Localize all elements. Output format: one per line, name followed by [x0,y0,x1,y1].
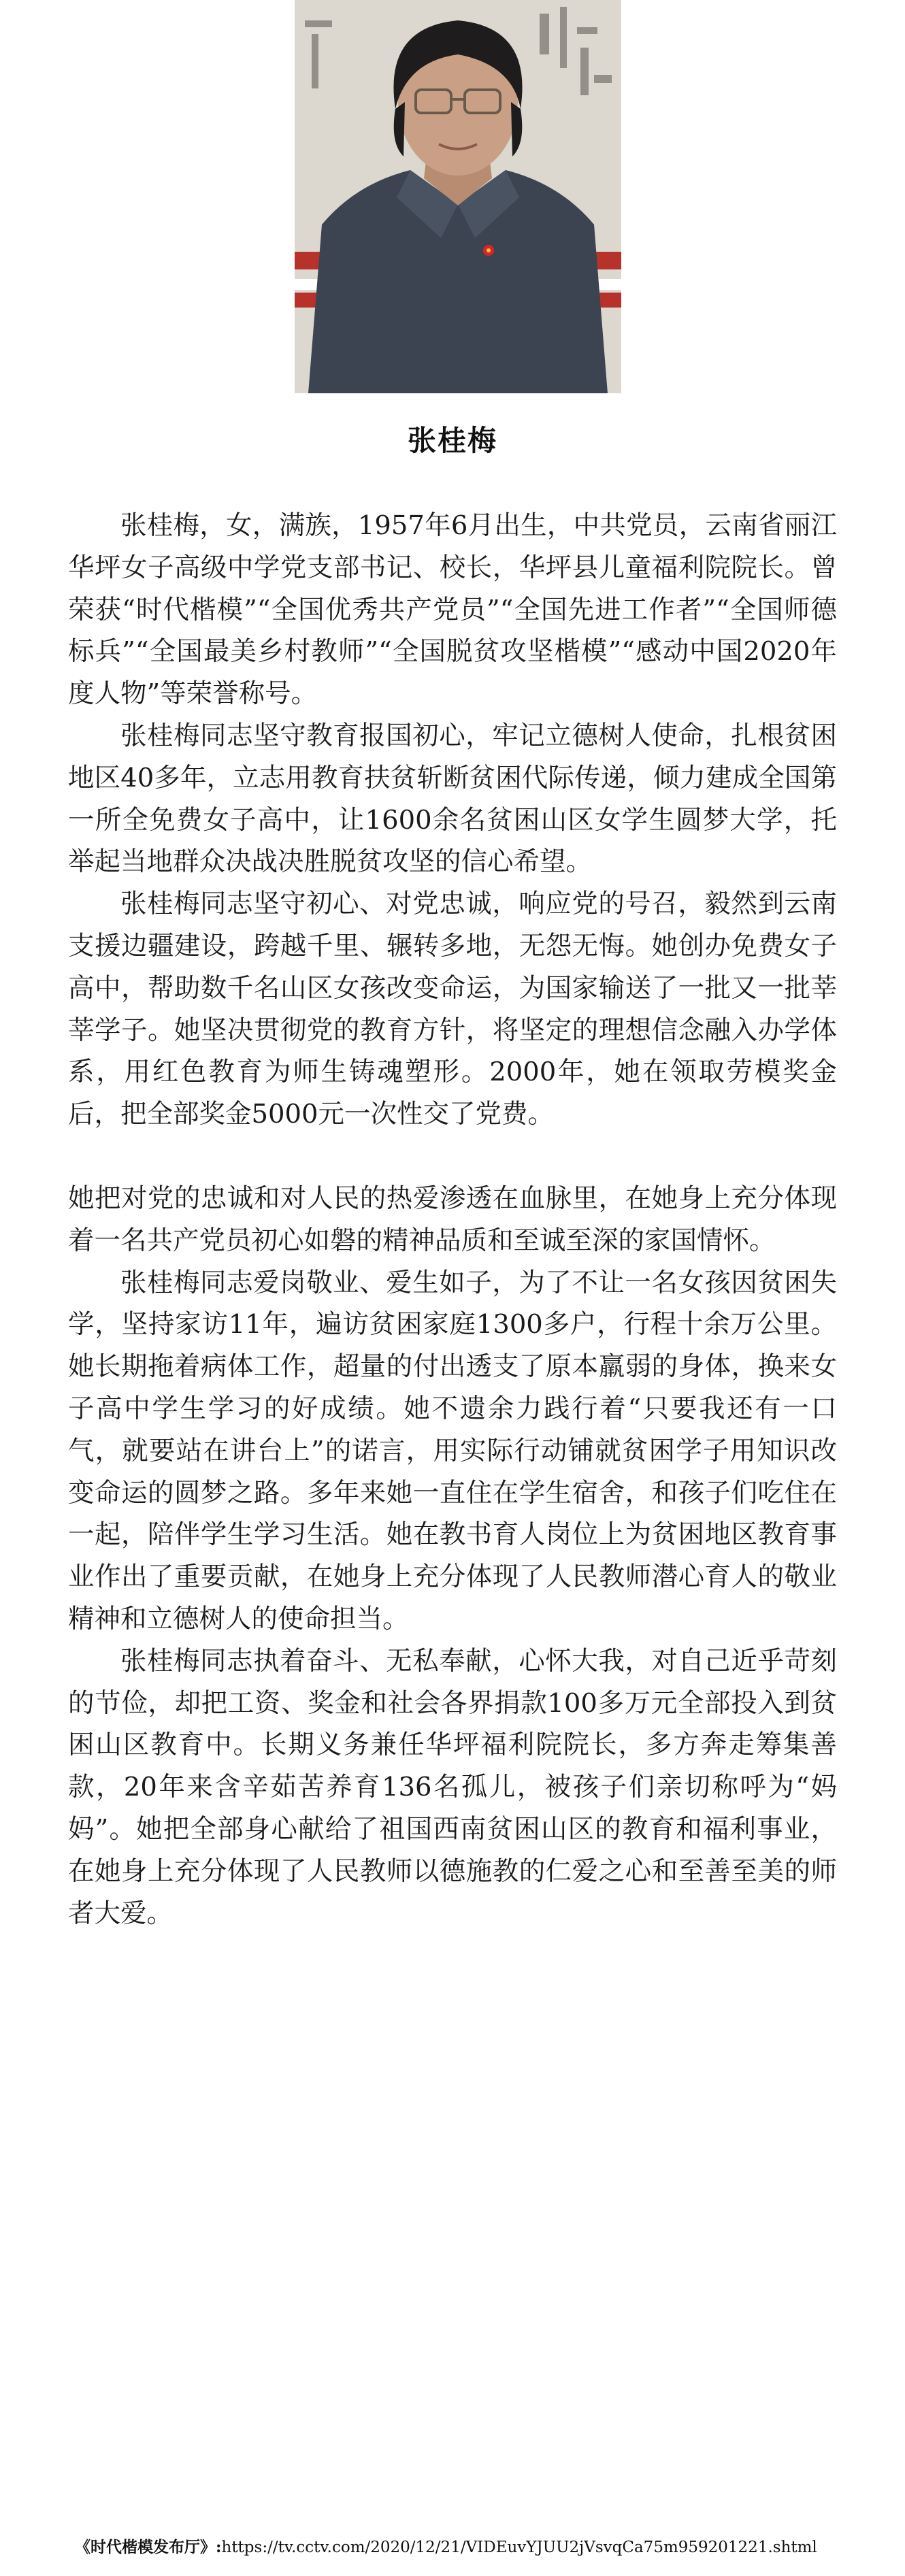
paragraph-dedication: 张桂梅同志爱岗敬业、爱生如子，为了不让一名女孩因贫困失学，坚持家访11年，遍访贫困家庭1300多户，行程十余万公里。她长期拖着病体工作，超量的付出透支了原本羸弱的身体，换来女子高中学生学习的好成绩。她不遗余力践行着“只要我还有一口气，就要站在讲台上”的诺言，用实际行动铺就贫困学子用知识改变命运的圆梦之路。多年来她一直住在学生宿舍，和孩子们吃住在一起，陪伴学生学习生活。她在教书育人岗位上为贫困地区教育事业作出了重要贡献，在她身上充分体现了人民教师潜心育人的敬业精神和立德树人的使命担当。 [68,1267,837,1634]
source-citation [75,2537,844,2558]
portrait-photo [295,0,621,393]
paragraph-devotion: 她把对党的忠诚和对人民的热爱渗透在血脉里，在她身上充分体现着一名共产党员初心如磐的精神品质和至诚至深的家国情怀。 [68,1183,837,1256]
article-body [68,505,837,1934]
paragraph-selfless: 张桂梅同志执着奋斗、无私奉献，心怀大我，对自己近乎苛刻的节俭，却把工资、奖金和社会各界捐款100多万元全部投入到贫困山区教育中。长期义务兼任华坪福利院院长，多方奔走筹集善款，20年来含辛茹苦养育136名孤儿，被孩子们亲切称呼为“妈妈”。她把全部身心献给了祖国西南贫困山区的教育和福利事业，在她身上充分体现了人民教师以德施教的仁爱之心和至善至美的师者大爱。 [68,1645,837,1929]
paragraph-party-loyalty: 张桂梅同志坚守初心、对党忠诚，响应党的号召，毅然到云南支援边疆建设，跨越千里、辗转多地，无怨无悔。她创办免费女子高中，帮助数千名山区女孩改变命运，为国家输送了一批又一批莘莘学子。她坚决贯彻党的教育方针，将坚定的理想信念融入办学体系，用红色教育为师生铸魂塑形。2000年，她在领取劳模奖金后，把全部奖金5000元一次性交了党费。 [68,889,837,1130]
page-title: 张桂梅 [407,424,497,457]
source-url-link[interactable]: https://tv.cctv.com/2020/12/21/VIDEuvYJUU2jVsvqCa75m959201221.shtml [221,2539,817,2556]
paragraph-biography: 张桂梅，女，满族，1957年6月出生，中共党员，云南省丽江华坪女子高级中学党支部书记、校长，华坪县儿童福利院院长。曾荣获“时代楷模”“全国优秀共产党员”“全国先进工作者”“全国师德标兵”“全国最美乡村教师”“全国脱贫攻坚楷模”“感动中国2020年度人物”等荣誉称号。 [68,510,837,710]
paragraph-education-mission: 张桂梅同志坚守教育报国初心，牢记立德树人使命，扎根贫困地区40多年，立志用教育扶贫斩断贫困代际传递，倾力建成全国第一所全免费女子高中，让1600余名贫困山区女学生圆梦大学，托举起当地群众决战决胜脱贫攻坚的信心希望。 [68,720,837,878]
source-label: 《时代楷模发布厅》: [75,2538,222,2556]
